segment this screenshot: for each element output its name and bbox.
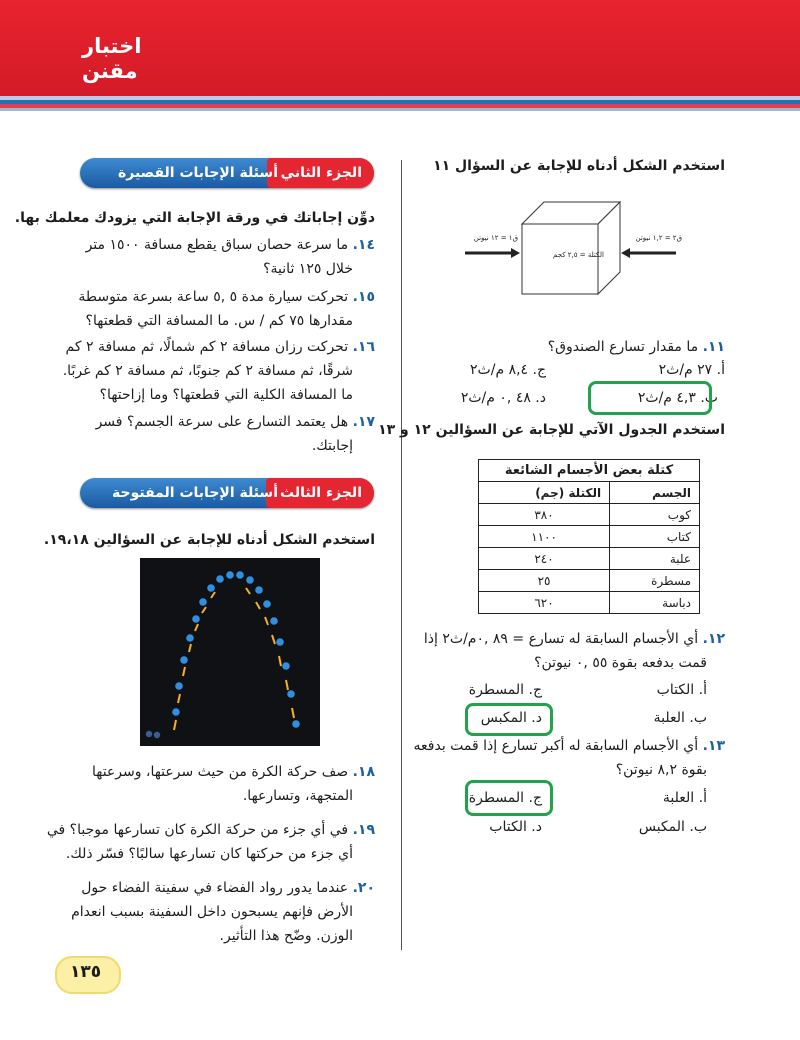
mass-table [478, 459, 700, 614]
q13-line1 [414, 734, 725, 758]
q14-line2: خلال ١٢٥ ثانية؟ [263, 261, 353, 277]
table-caption: كتلة بعض الأجسام الشائعة [479, 460, 700, 482]
q20-line1 [81, 876, 375, 900]
part2-banner [80, 158, 374, 188]
q17-line2: إجابتك. [311, 438, 353, 454]
q13-option-a: أ. العلبة [662, 790, 707, 806]
box-figure [520, 200, 622, 296]
mass-label: الكتلة = ٢,٥ كجم [553, 251, 604, 259]
table-cell: ١١٠٠ [479, 526, 610, 548]
part3-title: أسئلة الإجابات المفتوحة [112, 485, 278, 501]
table-cell: ٢٤٠ [479, 548, 610, 570]
q18-line2: المتجهة، وتسارعها. [242, 788, 353, 804]
q13-text: أي الأجسام السابقة له أكبر تسارع إذا قمت بدفعه [413, 738, 699, 754]
q12-option-a: أ. الكتاب [656, 682, 707, 698]
q12-option-d: د. المكبس [480, 710, 542, 726]
instructions: دوِّن إجاباتك في ورقة الإجابة التي يزودك معلمك بها. [14, 210, 375, 226]
q19-number: ١٩. [352, 822, 375, 838]
q18-number: ١٨. [352, 764, 375, 780]
q15-text: تحركت سيارة مدة ٥ ,٥ ساعة بسرعة متوسطة [78, 289, 349, 305]
q18-intro: استخدم الشكل أدناه للإجابة عن السؤالين ١٩،١٨. [43, 532, 375, 548]
force-arrow-right [620, 246, 676, 260]
q14-number: ١٤. [352, 237, 375, 253]
q12-line2: قمت بدفعه بقوة ٥٥ ,٠ نيوتن؟ [534, 655, 707, 671]
q18-text: صف حركة الكرة من حيث سرعتها، وسرعتها [91, 764, 349, 780]
correct-answer-highlight [465, 703, 553, 736]
q13-line2: بقوة ٨,٢ نيوتن؟ [615, 762, 707, 778]
q12-text: أي الأجسام السابقة له تسارع = ٨٩ ,٠م/ث٢ إذا [423, 631, 699, 647]
q13-number: ١٣. [702, 738, 725, 754]
q12-line1 [424, 627, 725, 651]
table-cell: كتاب [610, 526, 700, 548]
header-title [82, 34, 141, 84]
q16-line3: ما المسافة الكلية التي قطعتها؟ وما إزاحتها؟ [99, 387, 353, 403]
page-number: ١٣٥ [70, 962, 102, 982]
chapter-header-band [0, 0, 800, 96]
header-title-line2: مقنن [82, 59, 138, 83]
table-cell: دباسة [610, 592, 700, 614]
q12-option-b: ب. العلبة [653, 710, 707, 726]
header-title-line1: اختبار [82, 34, 142, 58]
table-row [479, 570, 700, 592]
table-header-object: الجسم [610, 482, 700, 504]
q11-intro: استخدم الشكل أدناه للإجابة عن السؤال ١١ [433, 158, 725, 174]
table-cell: ٢٥ [479, 570, 610, 592]
q11-option-a: أ. ٢٧ م/ث٢ [658, 362, 725, 378]
q13-option-b: ب. المكبس [638, 819, 707, 835]
force-arrow-left [465, 246, 521, 260]
q14-line1 [86, 233, 375, 257]
q17-number: ١٧. [352, 414, 375, 430]
q17-text: هل يعتمد التسارع على سرعة الجسم؟ فسر [95, 414, 349, 430]
q15-line2: مقدارها ٧٥ كم / س. ما المسافة التي قطعتها؟ [85, 313, 353, 329]
table-cell: علبة [610, 548, 700, 570]
q19-line1 [47, 818, 375, 842]
q20-text: عندما يدور رواد الفضاء في سفينة الفضاء حول [81, 880, 349, 896]
q11-text: ما مقدار تسارع الصندوق؟ [547, 339, 699, 355]
table-cell: كوب [610, 504, 700, 526]
q16-line2: شرقًا، ثم مسافة ٢ كم جنوبًا، ثم مسافة ٢ كم غربًا. [62, 363, 353, 379]
table-row [479, 592, 700, 614]
q11-option-b: ب. ٤,٣ م/ث٢ [637, 390, 718, 406]
q17-line1 [96, 410, 375, 434]
q16-text: تحركت رزان مسافة ٢ كم شمالًا، ثم مسافة ٢ كم [65, 339, 349, 355]
q11-number: ١١. [702, 339, 725, 355]
q12-number: ١٢. [702, 631, 725, 647]
q13-option-d: د. الكتاب [489, 819, 542, 835]
table-cell: ٣٨٠ [479, 504, 610, 526]
q14-text: ما سرعة حصان سباق يقطع مسافة ١٥٠٠ متر [85, 237, 349, 253]
force-label-f1: ق١ = ١٢ نيوتن [473, 234, 518, 242]
table-row [479, 526, 700, 548]
correct-answer-highlight [588, 381, 712, 415]
q11-question [548, 335, 725, 359]
q16-number: ١٦. [352, 339, 375, 355]
table-cell: ٦٢٠ [479, 592, 610, 614]
table-cell: مسطرة [610, 570, 700, 592]
part2-title: أسئلة الإجابات القصيرة [117, 165, 278, 181]
table-row [479, 504, 700, 526]
q16-line1 [66, 335, 375, 359]
part3-banner [80, 478, 374, 508]
correct-answer-highlight [465, 780, 553, 816]
q20-number: ٢٠. [352, 880, 375, 896]
table-header-mass: الكتلة (جم) [479, 482, 610, 504]
q12-option-c: ج. المسطرة [468, 682, 542, 698]
part3-label: الجزء الثالث [266, 478, 374, 508]
table-row [479, 548, 700, 570]
q18-line1 [92, 760, 375, 784]
q11-option-d: د. ٤٨ ,٠ م/ث٢ [460, 390, 546, 406]
q15-line1 [78, 285, 375, 309]
q19-line2: أي جزء من حركتها كان تسارعها سالبًا؟ فسّر ذلك. [65, 846, 353, 862]
force-label-f2: ق٢ = ١,٢ نيوتن [635, 234, 682, 242]
q20-line2: الأرض فإنهم يسبحون داخل السفينة بسبب انعدام [71, 904, 353, 920]
part2-label: الجزء الثاني [267, 158, 374, 188]
q15-number: ١٥. [352, 289, 375, 305]
q20-line3: الوزن. وضّح هذا التأثير. [219, 928, 353, 944]
header-stripe [0, 108, 800, 111]
column-divider [401, 160, 402, 950]
q19-text: في أي جزء من حركة الكرة كان تسارعها موجبا؟ في [46, 822, 349, 838]
q13-option-c: ج. المسطرة [468, 790, 542, 806]
q12-intro: استخدم الجدول الآتي للإجابة عن السؤالين ١٢ و ١٣ [378, 422, 725, 438]
q11-option-c: ج. ٨,٤ م/ث٢ [470, 362, 546, 378]
ball-trajectory-photo [140, 558, 320, 746]
